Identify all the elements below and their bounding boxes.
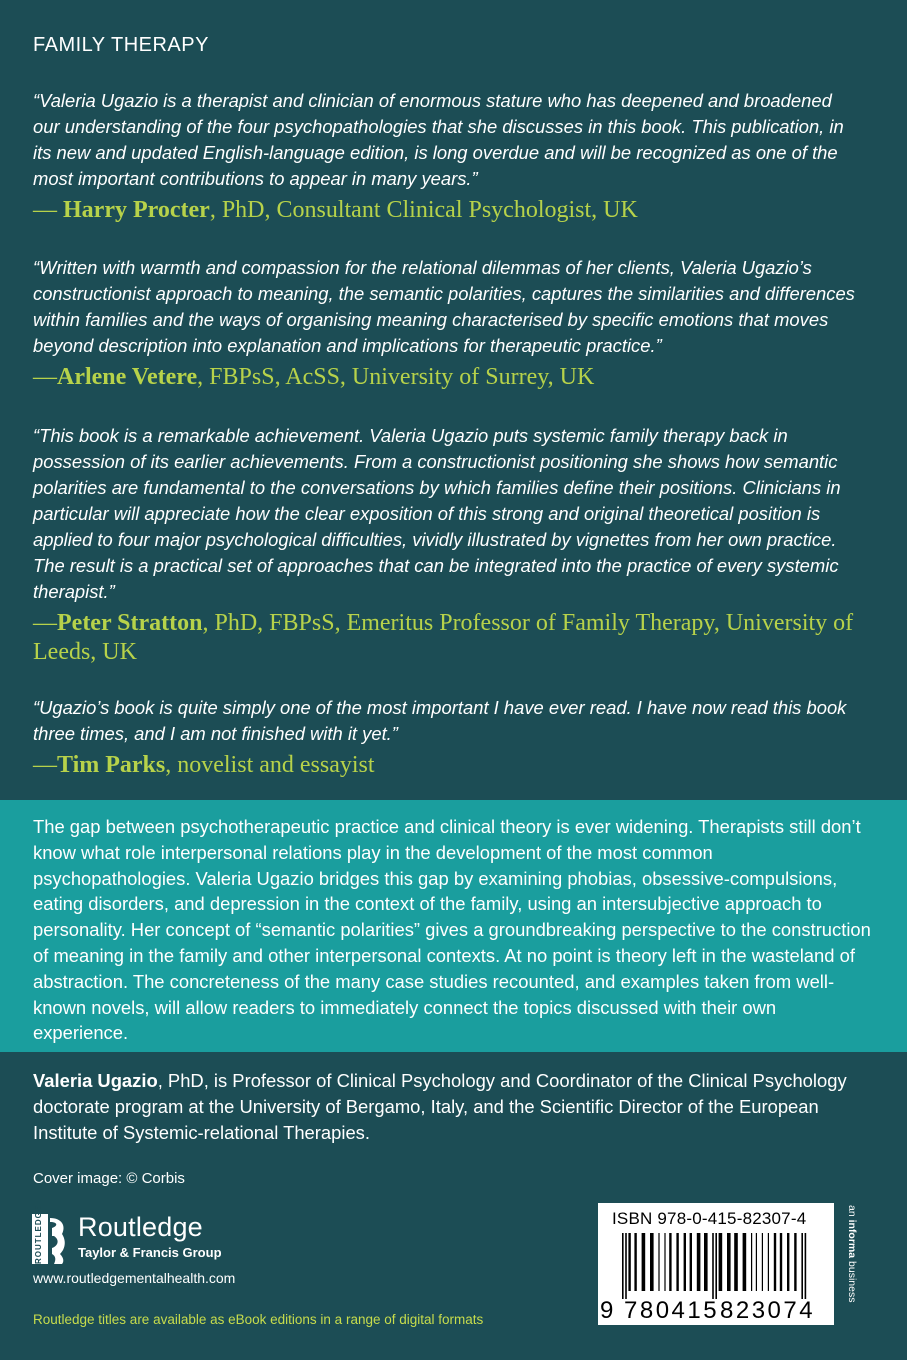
- ebook-note: Routledge titles are available as eBook editions in a range of digital formats: [33, 1312, 484, 1327]
- category-label: FAMILY THERAPY: [33, 34, 209, 56]
- attribution-dash: —: [33, 364, 57, 390]
- reviewer-credentials: , PhD, Consultant Clinical Psychologist, UK: [209, 197, 638, 223]
- barcode-bar: [712, 1233, 714, 1299]
- review-4: [33, 695, 863, 780]
- barcode-bar: [734, 1233, 738, 1291]
- review-quote: “Written with warmth and compassion for the relational dilemmas of her clients, Valeria Ugazio’s constructionist approach to meaning, the semantic polarities, captures the similarities and differences within families and the ways of organising meaning characterised by specific emotions that moves beyond description into explanation and implications for therapeutic practice.”: [33, 257, 855, 356]
- cover-credit: Cover image: © Corbis: [33, 1170, 185, 1187]
- barcode-bar: [642, 1233, 646, 1291]
- logo-side-text: ROUTLEDGE: [34, 1204, 43, 1264]
- barcode-bar: [650, 1233, 654, 1291]
- barcode-bar: [634, 1233, 636, 1291]
- barcode-digit-first: 9: [600, 1297, 616, 1324]
- book-description: The gap between psychotherapeutic practice and clinical theory is ever widening. Therapists still don’t know what role interpersonal relations play in the development of the most common psychopathologies. Valeria Ugazio bridges this gap by examining phobias, obsessive-compulsions, eating disorders, and depression in the context of the family, using an intersubjective approach to personality. Her concept of “semantic polarities” gives a groundbreaking perspective to the construction of meaning in the family and other interpersonal contexts. At no point is theory left in the wasteland of abstraction. The concreteness of the many case studies recounted, and examples taken from well-known novels, will allow readers to immediately connect the topics discussed with their own experience.: [33, 816, 871, 1044]
- barcode-digits-left: 780415: [624, 1297, 720, 1324]
- barcode-bar: [658, 1233, 659, 1291]
- barcode-digits-right: 823074: [720, 1297, 816, 1324]
- review-2: [33, 255, 863, 392]
- publisher-logo: [32, 1204, 292, 1268]
- barcode-bar: [684, 1233, 686, 1291]
- attribution-dash: —: [33, 197, 63, 223]
- review-quote: “Valeria Ugazio is a therapist and clinician of enormous stature who has deepened and broadened our understanding of the four psychopathologies that she discusses in this book. This publication, in its new and updated English-language edition, is long overdue and will be recognized as one of the most important contributions to appear in many years.”: [33, 90, 844, 189]
- reviewer-credentials: , FBPsS, AcSS, University of Surrey, UK: [197, 364, 595, 390]
- author-bio-text: , PhD, is Professor of Clinical Psychology and Coordinator of the Clinical Psychology doctorate program at the University of Bergamo, Italy, and the Scientific Director of the European Institute of Systemic-relational Therapies.: [33, 1070, 847, 1143]
- barcode-bar: [756, 1233, 757, 1291]
- attribution-dash: —: [33, 610, 57, 636]
- barcode-bar: [751, 1233, 752, 1291]
- barcode-bar: [715, 1233, 717, 1299]
- reviewer-name: Peter Stratton: [57, 610, 203, 636]
- barcode-bar: [676, 1233, 678, 1291]
- review-attribution: [33, 363, 863, 392]
- review-quote: “This book is a remarkable achievement. Valeria Ugazio puts systemic family therapy back in possession of its earlier achievements. From a constructionist positioning she shows how semantic polarities are fundamental to the conversations by which families define their positions. Clinicians in particular will appreciate how the clear exposition of this strong and original theoretical position is applied to four major psychological difficulties, vividly illustrated by vignettes from her own practice. The result is a practical set of approaches that can be integrated into the practice of every systemic therapist.”: [33, 425, 841, 602]
- barcode-bar: [690, 1233, 692, 1291]
- barcode-bar: [719, 1233, 723, 1291]
- isbn-barcode: [598, 1203, 834, 1325]
- description-band: [0, 800, 907, 1052]
- barcode-bar: [762, 1233, 763, 1291]
- publisher-website[interactable]: www.routledgementalhealth.com: [33, 1270, 236, 1286]
- barcode-bar: [774, 1233, 776, 1291]
- review-3: [33, 423, 863, 667]
- barcode-bar: [794, 1233, 796, 1291]
- barcode-graphic: [608, 1233, 824, 1299]
- barcode-bar: [669, 1233, 671, 1291]
- reviewer-credentials: , novelist and essayist: [165, 752, 375, 778]
- routledge-emblem-icon: [32, 1204, 68, 1264]
- review-attribution: [33, 751, 863, 780]
- review-quote: “Ugazio’s book is quite simply one of the most important I have ever read. I have now read this book three times, and I am not finished with it yet.”: [33, 697, 847, 744]
- barcode-bar: [625, 1233, 627, 1299]
- barcode-bar: [787, 1233, 789, 1291]
- attribution-dash: —: [33, 752, 57, 778]
- reviewer-credentials: , PhD, FBPsS, Emeritus Professor of Family Therapy, University of Leeds, UK: [33, 610, 854, 665]
- review-attribution: [33, 196, 863, 225]
- reviewer-name: Arlene Vetere: [57, 364, 198, 390]
- review-1: [33, 88, 863, 225]
- barcode-bar: [805, 1233, 807, 1299]
- informa-brand: informa: [846, 1219, 858, 1259]
- author-bio: [33, 1068, 863, 1145]
- barcode-bar: [768, 1233, 769, 1291]
- barcode-bar: [780, 1233, 782, 1291]
- informa-business-label: [842, 1205, 858, 1325]
- barcode-bar: [622, 1233, 624, 1299]
- isbn-label: ISBN 978-0-415-82307-4: [612, 1209, 807, 1228]
- reviewer-name: Tim Parks: [57, 752, 166, 778]
- publisher-group: Taylor & Francis Group: [78, 1245, 222, 1260]
- barcode-bar: [628, 1233, 630, 1291]
- barcode-bar: [697, 1233, 701, 1291]
- informa-pre: an: [846, 1205, 858, 1220]
- barcode-bar: [743, 1233, 747, 1291]
- reviewer-name: Harry Procter: [63, 197, 210, 223]
- barcode-bar: [801, 1233, 803, 1299]
- publisher-name: Routledge: [78, 1212, 203, 1242]
- barcode-bar: [664, 1233, 665, 1291]
- informa-post: business: [846, 1258, 858, 1303]
- author-name: Valeria Ugazio: [33, 1070, 158, 1091]
- barcode-bar: [704, 1233, 708, 1291]
- barcode-bar: [727, 1233, 731, 1291]
- review-attribution: [33, 609, 863, 667]
